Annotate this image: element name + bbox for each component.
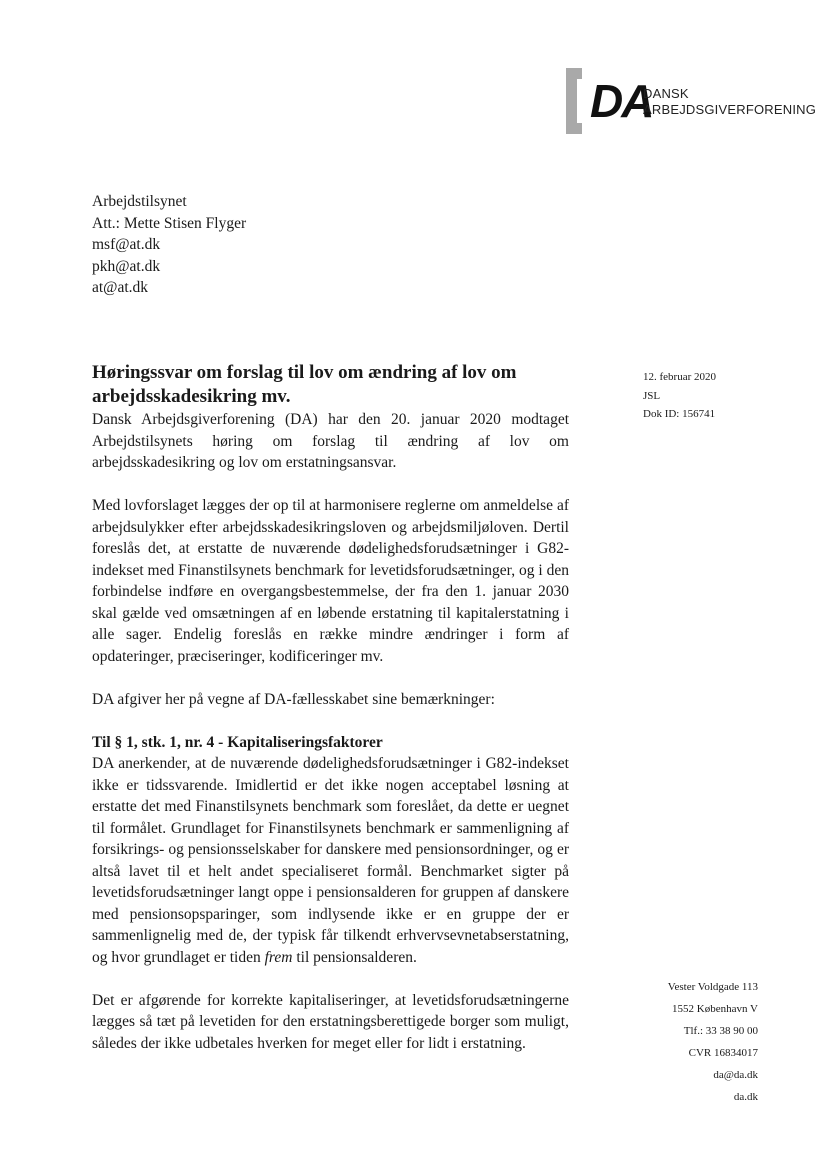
- intro-paragraph: Dansk Arbejdsgiverforening (DA) har den 20. januar 2020 modtaget Arbejdstilsynets høring om forslag til ændring af lov om arbejdsskadesikring og lov om erstatningsansvar.: [92, 411, 569, 471]
- recipient-email-1: msf@at.dk: [92, 236, 161, 253]
- document-title: Høringssvar om forslag til lov om ændring af lov om arbejdsskadesikring mv.: [92, 362, 517, 407]
- paragraph-1: Med lovforslaget lægges der op til at harmonisere reglerne om anmeldelse af arbejdsulykker efter arbejdsskadesikringsloven og arbejdsmiljøloven. Dertil foreslås det, at erstatte de nuværende dødelighedsforudsætninger i G82-indekset med Finanstilsynets benchmark for levetidsforudsætninger, og i den forbindelse indføre en overgangsbestemmelse, der fra den 1. januar 2030 skal gælde ved omsætningen af en løbende erstatning til kapitalerstatning i alle sager. Endelig foreslås en række mindre ændringer i form af opdateringer, præciseringer, kodificeringer mv.: [92, 497, 569, 665]
- section-heading: Til § 1, stk. 1, nr. 4 - Kapitaliseringsfaktorer: [92, 733, 383, 751]
- logo-mark: DA: [590, 75, 653, 127]
- document-date: 12. februar 2020: [643, 371, 717, 383]
- address-cvr: CVR 16834017: [688, 1047, 758, 1059]
- recipient-attention: Att.: Mette Stisen Flyger: [92, 214, 247, 232]
- logo-line-2: ARBEJDSGIVERFORENING: [643, 102, 817, 117]
- address-email: da@da.dk: [713, 1069, 758, 1081]
- recipient-name: Arbejdstilsynet: [92, 193, 187, 210]
- document-meta: [643, 368, 716, 424]
- paragraph-3-part-a: DA anerkender, at de nuværende dødelighedsforudsætninger i G82-indekset ikke er tidssvarende. Imidlertid er det ikke nogen acceptabel løsning at erstatte det med Finanstilsynets benchmark som foreslået, da dette er uegnet til formålet. Grundlaget for Finanstilsynets benchmark er sammenligning af forsikrings- og pensionsselskaber for danskere med pensionsordninger, og er altså lavet til et helt andet specialiseret formål. Benchmarket sigter på levetidsforudsætninger langt oppe i pensionsalderen for gruppen af danskere med pensionsopsparinger, som indlysende ikke er en gruppe der er sammenlignelig med de, der typisk får tilkendt erhvervsevnetabserstatning, og hvor grundlaget er tiden: [92, 755, 569, 966]
- document-initials: JSL: [643, 389, 661, 402]
- address-phone: Tlf.: 33 38 90 00: [683, 1025, 758, 1037]
- address-street: Vester Voldgade 113: [667, 981, 758, 993]
- paragraph-3-emphasis: frem: [264, 948, 293, 966]
- logo-bracket: [566, 68, 582, 134]
- paragraph-2: DA afgiver her på vegne af DA-fællesskabet sine bemærkninger:: [92, 690, 495, 708]
- recipient-block: [92, 191, 246, 299]
- logo-text: [643, 86, 816, 118]
- sender-address: [668, 976, 758, 1108]
- document-body: [92, 361, 569, 1054]
- address-city: 1552 København V: [672, 1003, 758, 1015]
- recipient-email-2: pkh@at.dk: [92, 257, 161, 275]
- address-web: da.dk: [733, 1091, 758, 1103]
- logo-line-1: DANSK: [643, 86, 689, 101]
- document-id: Dok ID: 156741: [643, 408, 716, 420]
- recipient-email-3: at@at.dk: [92, 279, 149, 296]
- paragraph-3: [92, 753, 569, 968]
- paragraph-4: Det er afgørende for korrekte kapitaliseringer, at levetidsforudsætningerne lægges så tæt på levetiden for den erstatningsberettigede borger som muligt, således der ikke udbetales hverken for meget eller for lidt i erstatning.: [92, 991, 569, 1052]
- paragraph-3-part-b: til pensionsalderen.: [292, 948, 417, 966]
